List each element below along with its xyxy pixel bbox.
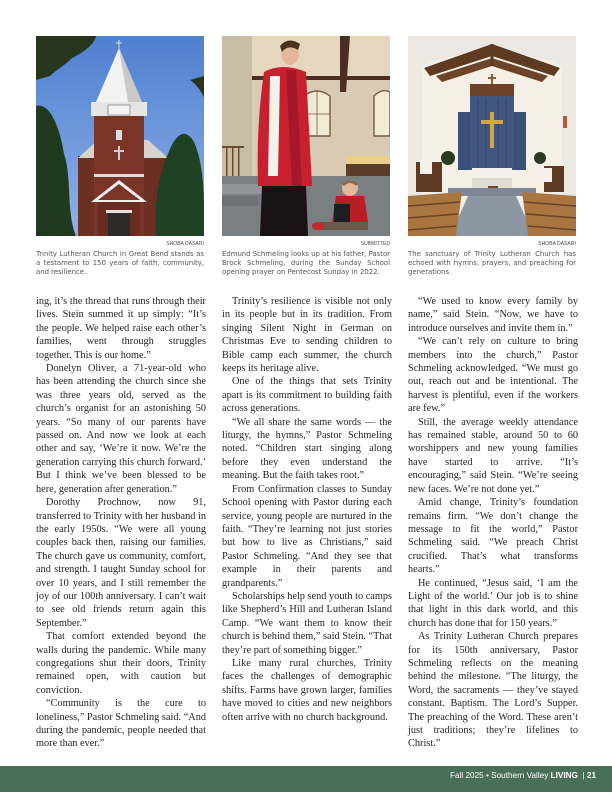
page-number: 21: [586, 771, 596, 780]
photo-sanctuary: [408, 36, 576, 236]
church-exterior-image: [36, 36, 204, 236]
article-paragraph: Still, the average weekly attendance has remained stable, around 50 to 60 worshippers and new young families have started to arrive. “It’s encouraging,” said Stein. “We’re seeing new faces. We’re not done yet.”: [408, 416, 578, 495]
article-paragraph: “We all share the same words — the liturgy, the hymns,” Pastor Schmeling noted. “Children start singing along before they even understand the meaning. But the faith takes root.”: [222, 416, 392, 482]
article-paragraph: Dorothy Prochnow, now 91, transferred to Trinity with her husband in the early 1950s. “We were all young couples back then, raising our families. The church gave us community, comfort, and strength. I taught Sunday school for over 10 years, and I still remember the joy of our 100th anniversary. I can’t wait to see old friends return again this September.”: [36, 497, 206, 629]
photo-credit: SHOBA DASARI: [538, 241, 576, 247]
footer-folio: [450, 771, 596, 780]
photo-caption: Trinity Lutheran Church in Great Bend stands as a testament to 150 years of faith, community, and resilience.: [36, 250, 204, 277]
article-paragraph: “We can’t rely on culture to bring members into the church,” Pastor Schmeling acknowledged. “We must go out, reach out and be intentional. The harvest is plentiful, even if the workers are few.”: [408, 336, 578, 415]
article-column-3: [408, 295, 578, 751]
page-divider: |: [582, 771, 585, 780]
article-paragraph: “Community is the cure to loneliness,” Pastor Schmeling said. “And during the pandemic, people needed that more than ever.”: [36, 698, 206, 750]
article-paragraph: Like many rural churches, Trinity faces the challenges of demographic shifts. Farms have grown larger, families have moved to cities and new neighbors often arrive with no church background.: [222, 657, 392, 723]
publication-name-bold: LIVING: [550, 771, 578, 780]
article-column-1: [36, 295, 206, 751]
article-paragraph: “We used to know every family by name,” said Stein. “Now, we have to introduce ourselves and invite them in.”: [408, 296, 578, 334]
article-paragraph: Donelyn Oliver, a 71-year-old who has been attending the church since she was three years old, served as the church’s organist for an astonishing 50 years. “So many of our parents have passed on. And now we look at each other and say, ‘We’re it now. We’re the generation carrying this church forward.’ But I think we’ve been blessed to be here, generation after generation.”: [36, 363, 206, 495]
article-paragraph: ing, it’s the thread that runs through their lives. Stein summed it up simply: “It’s the people. We helped raise each other’s families, went through struggles together. This is our home.”: [36, 296, 206, 361]
photo-caption: The sanctuary of Trinity Lutheran Church has echoed with hymns, prayers, and preaching for generations.: [408, 250, 576, 277]
page-footer: [0, 766, 612, 792]
article-paragraph: One of the things that sets Trinity apart is its commitment to building faith across generations.: [222, 376, 392, 415]
article-paragraph: That comfort extended beyond the walls during the pandemic. While many congregations shut their doors, Trinity remained open, with caution but conviction.: [36, 631, 206, 696]
photo-credit: SUBMITTED: [360, 241, 390, 247]
article-paragraph: Trinity’s resilience is visible not only in its people but in its tradition. From singing Silent Night in German on Christmas Eve to sending children to Bible camp each summer, the church keeps its heritage alive.: [222, 296, 392, 375]
photo-caption: Edmund Schmeling looks up at his father, Pastor Brock Schmeling, during the Sunday School opening prayer on Pentecost Sunday in 2022.: [222, 250, 390, 277]
article-paragraph: From Confirmation classes to Sunday School opening with Pastor during each service, young people are nurtured in the faith. “They’re learning not just stories but how to live as Christians,” said Pastor Schmeling. “And they see that example in their parents and grandparents.”: [222, 483, 392, 589]
article-paragraph: Scholarships help send youth to camps like Shepherd’s Hill and Lutheran Island Camp. “We want them to know their church is behind them,” said Stein. “That they’re part of something bigger.”: [222, 590, 392, 656]
article-paragraph: He continued, “Jesus said, ‘I am the Light of the world.’ Our job is to shine that light in this dark world, and this church has done that for 150 years.”: [408, 577, 578, 629]
article-paragraph: As Trinity Lutheran Church prepares for its 150th anniversary, Pastor Schmeling reflects on the meaning behind the milestone. “The liturgy, the Word, the sacraments — they’ve stayed constant. Baptism. The Lord’s Supper. The preaching of the Word. These aren’t just traditions; they’re lifelines to Christ.”: [408, 631, 578, 750]
pastor-and-child-image: [222, 36, 390, 236]
separator-dot: •: [485, 771, 489, 780]
photo-credit: SHOBA DASARI: [166, 241, 204, 247]
article-column-2: [222, 295, 392, 724]
article-paragraph: Amid change, Trinity’s foundation remains firm. “We don’t change the message to fit the world,” Pastor Schmeling said. “We preach Christ crucified. That’s what transforms hearts.”: [408, 497, 578, 576]
photo-church-exterior: [36, 36, 204, 236]
sanctuary-image: [408, 36, 576, 236]
issue-label: Fall 2025: [450, 771, 484, 780]
publication-name: Southern Valley: [491, 771, 549, 780]
photo-pastor-and-child: [222, 36, 390, 236]
